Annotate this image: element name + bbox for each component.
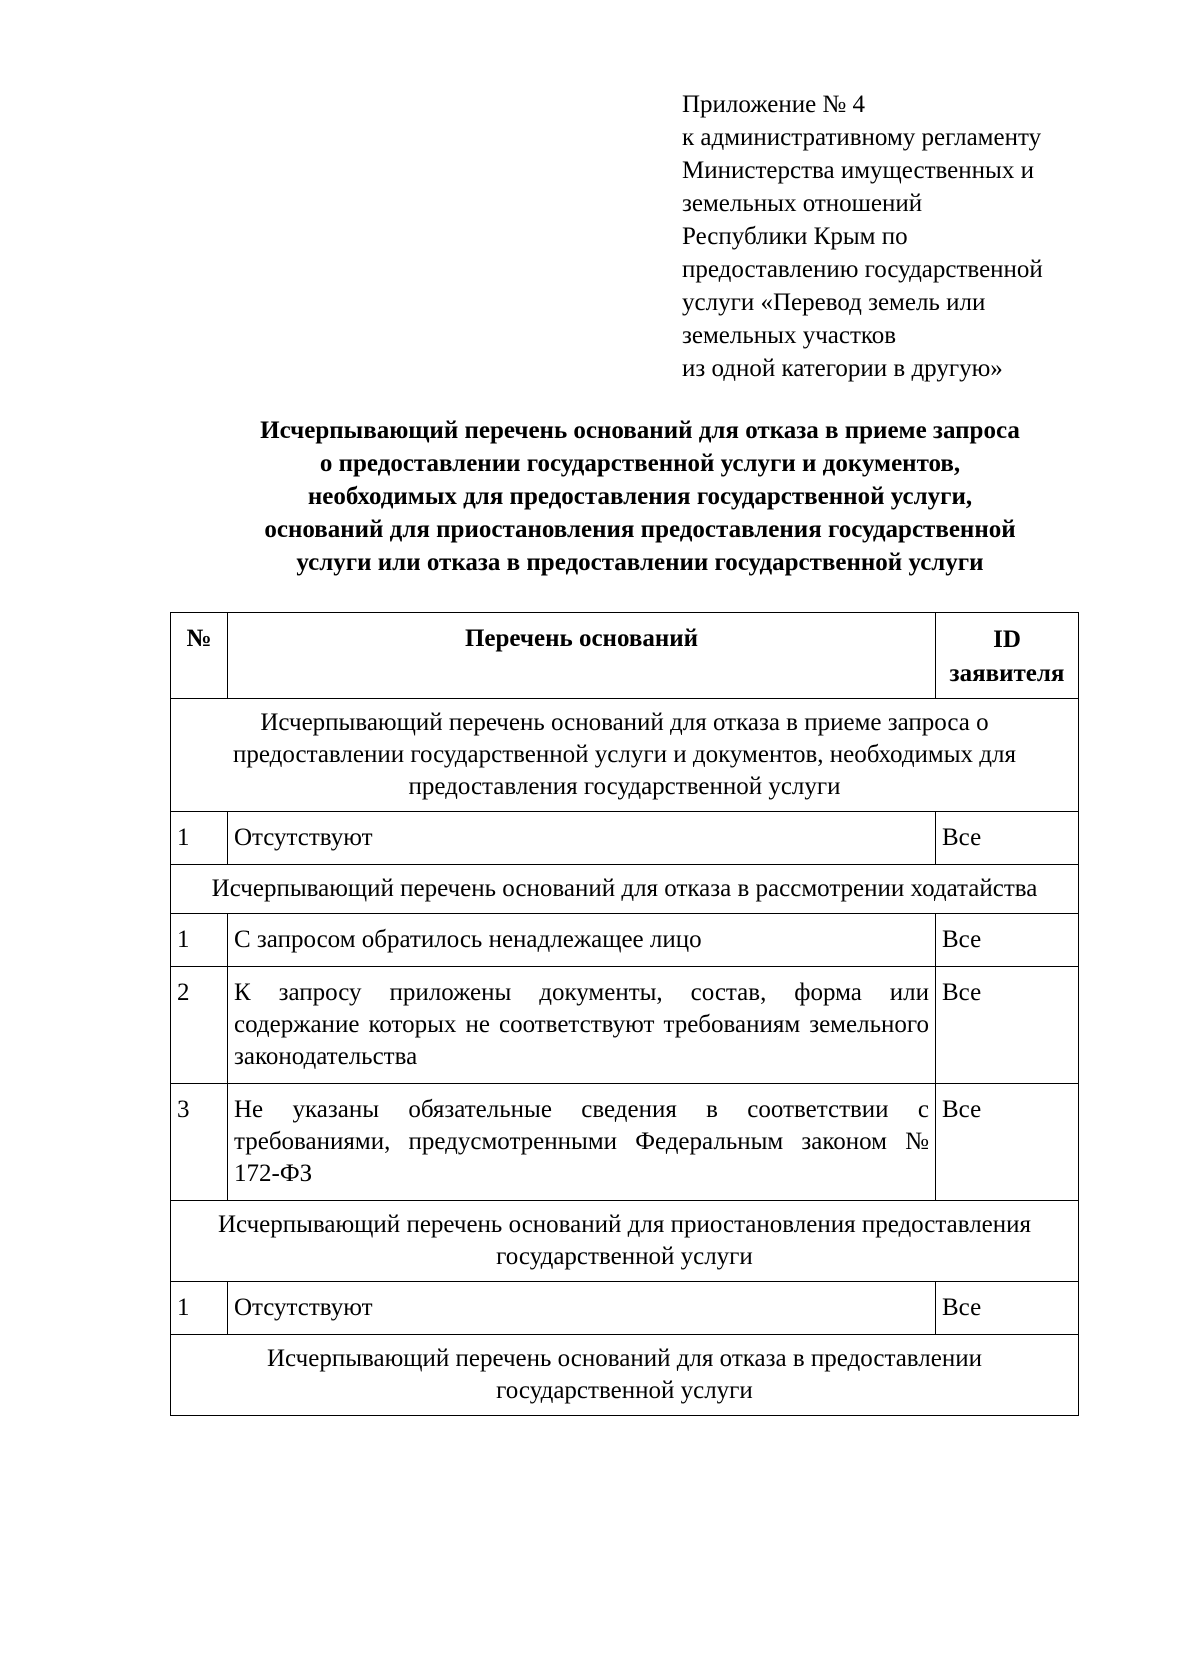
row-number: 2 bbox=[171, 967, 228, 1084]
section-row bbox=[171, 1201, 1079, 1282]
section-title: Исчерпывающий перечень оснований для приостановления предоставления государственной услуги bbox=[171, 1201, 1079, 1282]
grounds-table bbox=[170, 612, 1079, 1416]
annex-line: к административному регламенту bbox=[682, 124, 1042, 151]
row-applicant-id: Все bbox=[936, 1084, 1079, 1201]
header-applicant-label: заявителя bbox=[949, 660, 1065, 687]
document-title-line: оснований для приостановления предоставления государственной bbox=[264, 516, 1016, 543]
header-id-label: ID bbox=[993, 626, 1021, 653]
row-reason: К запросу приложены документы, состав, форма или содержание которых не соответствуют требованиям земельного законодательства bbox=[228, 967, 936, 1084]
row-applicant-id: Все bbox=[936, 1282, 1079, 1335]
table-row bbox=[171, 967, 1079, 1084]
table-row bbox=[171, 1084, 1079, 1201]
header-applicant-id bbox=[936, 613, 1079, 699]
annex-line: земельных отношений bbox=[682, 190, 923, 217]
document-title-line: услуги или отказа в предоставлении государственной услуги bbox=[296, 549, 984, 576]
section-row bbox=[171, 699, 1079, 812]
header-number: № bbox=[171, 613, 228, 699]
row-number: 3 bbox=[171, 1084, 228, 1201]
annex-line: услуги «Перевод земель или bbox=[682, 289, 986, 316]
annex-line: земельных участков bbox=[682, 322, 897, 349]
row-reason: Не указаны обязательные сведения в соответствии с требованиями, предусмотренными Федеральным законом № 172-ФЗ bbox=[228, 1084, 936, 1201]
row-reason: С запросом обратилось ненадлежащее лицо bbox=[228, 914, 936, 967]
table-row bbox=[171, 812, 1079, 865]
document-title-line: Исчерпывающий перечень оснований для отказа в приеме запроса bbox=[260, 417, 1020, 444]
row-applicant-id: Все bbox=[936, 812, 1079, 865]
row-number: 1 bbox=[171, 1282, 228, 1335]
document-title-line: о предоставлении государственной услуги и документов, bbox=[319, 450, 961, 477]
row-reason: Отсутствуют bbox=[228, 812, 936, 865]
annex-block bbox=[682, 88, 1162, 385]
section-title: Исчерпывающий перечень оснований для отказа в предоставлении государственной услуги bbox=[171, 1335, 1079, 1416]
section-title: Исчерпывающий перечень оснований для отказа в приеме запроса о предоставлении государственной услуги и документов, необходимых для предоставления государственной услуги bbox=[171, 699, 1079, 812]
annex-line: Приложение № 4 bbox=[682, 91, 866, 118]
section-row bbox=[171, 865, 1079, 914]
annex-line: Республики Крым по bbox=[682, 223, 908, 250]
section-row bbox=[171, 1335, 1079, 1416]
row-reason: Отсутствуют bbox=[228, 1282, 936, 1335]
table-row bbox=[171, 914, 1079, 967]
table-row bbox=[171, 1282, 1079, 1335]
document-title-line: необходимых для предоставления государственной услуги, bbox=[307, 483, 973, 510]
document-title bbox=[150, 414, 1130, 579]
annex-line: предоставлению государственной bbox=[682, 256, 1043, 283]
row-number: 1 bbox=[171, 914, 228, 967]
table-header-row bbox=[171, 613, 1079, 699]
annex-line: Министерства имущественных и bbox=[682, 157, 1034, 184]
row-number: 1 bbox=[171, 812, 228, 865]
row-applicant-id: Все bbox=[936, 967, 1079, 1084]
section-title: Исчерпывающий перечень оснований для отказа в рассмотрении ходатайства bbox=[171, 865, 1079, 914]
annex-line: из одной категории в другую» bbox=[682, 355, 1003, 382]
row-applicant-id: Все bbox=[936, 914, 1079, 967]
header-reasons: Перечень оснований bbox=[228, 613, 936, 699]
